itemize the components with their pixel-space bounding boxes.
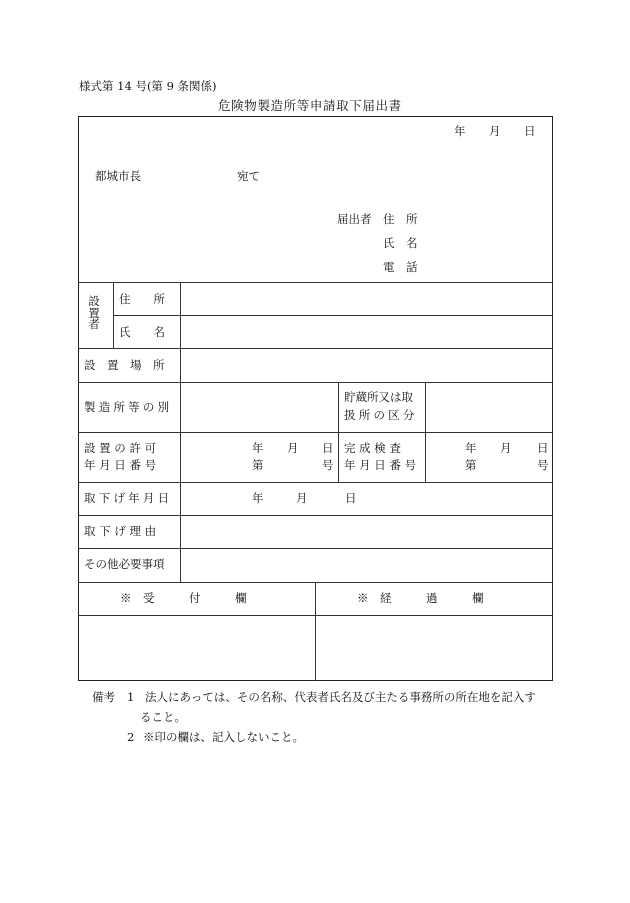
date-year-label: 年 [454, 124, 466, 138]
inspection-label-line1: 完 成 検 査 [344, 441, 401, 455]
applicant-label: 届出者 [337, 212, 372, 226]
reception-column-label: ※ 受 付 欄 [120, 591, 247, 605]
other-items-label: その他必要事項 [84, 557, 165, 571]
notes-heading: 備考 [92, 690, 115, 704]
permit-day-label: 日 [322, 441, 334, 455]
storage-type-label-line1: 貯蔵所又は取 [344, 390, 413, 404]
storage-type-label-line2: 扱所の区分 [344, 408, 418, 422]
row-divider [78, 515, 553, 516]
note1-text: 法人にあっては、その名称、代表者氏名及び主たる事務所の所在地を記入す [145, 690, 536, 704]
withdraw-reason-label: 取 下 げ 理 由 [84, 524, 157, 538]
note2-number: 2 [127, 730, 135, 744]
withdraw-year-label: 年 [252, 491, 264, 505]
note1-number: 1 [127, 690, 135, 704]
withdraw-date-label: 取下げ年月日 [84, 491, 173, 505]
installer-name-label: 氏 名 [119, 325, 165, 339]
column-divider [338, 382, 339, 482]
row-divider [78, 432, 553, 433]
column-divider [180, 282, 181, 582]
inspection-month-label: 月 [500, 441, 512, 455]
location-label: 設 置 場 所 [84, 358, 165, 372]
installer-address-label: 住 所 [119, 292, 165, 306]
inspection-label-line2: 年 月 日 番 号 [344, 458, 417, 472]
column-divider [425, 382, 426, 482]
row-divider [78, 482, 553, 483]
inspection-year-label: 年 [465, 441, 477, 455]
column-divider [113, 282, 114, 348]
date-month-label: 月 [489, 124, 501, 138]
applicant-name-label: 氏 名 [383, 236, 418, 250]
permit-label-line1: 設 置 の 許 可 [84, 441, 157, 455]
inspection-number-prefix: 第 [465, 458, 477, 472]
addressee-suffix: 宛て [237, 169, 260, 183]
withdraw-day-label: 日 [345, 491, 357, 505]
row-divider [78, 348, 553, 349]
note1-text-continued: ること。 [140, 710, 186, 724]
inspection-number-suffix: 号 [537, 458, 549, 472]
applicant-address-label: 住 所 [383, 212, 418, 226]
row-divider [113, 315, 553, 316]
column-divider [315, 582, 316, 681]
installer-group-label: 設置者 [88, 294, 100, 331]
date-day-label: 日 [524, 124, 536, 138]
addressee-name: 都城市長 [95, 169, 141, 183]
note2-text: ※印の欄は、記入しないこと。 [143, 730, 304, 744]
page-title: 危険物製造所等申請取下届出書 [218, 98, 402, 113]
permit-number-prefix: 第 [252, 458, 264, 472]
row-divider [78, 382, 553, 383]
permit-month-label: 月 [287, 441, 299, 455]
permit-number-suffix: 号 [322, 458, 334, 472]
facility-type-label: 製造所等の別 [84, 400, 173, 414]
permit-year-label: 年 [252, 441, 264, 455]
row-divider [78, 282, 553, 283]
inspection-day-label: 日 [537, 441, 549, 455]
progress-column-label: ※ 経 過 欄 [357, 591, 484, 605]
form-number-label: 様式第 14 号(第 9 条関係) [79, 79, 217, 93]
applicant-phone-label: 電 話 [383, 260, 418, 274]
withdraw-month-label: 月 [296, 491, 308, 505]
permit-label-line2: 年 月 日 番 号 [84, 458, 157, 472]
row-divider [78, 548, 553, 549]
